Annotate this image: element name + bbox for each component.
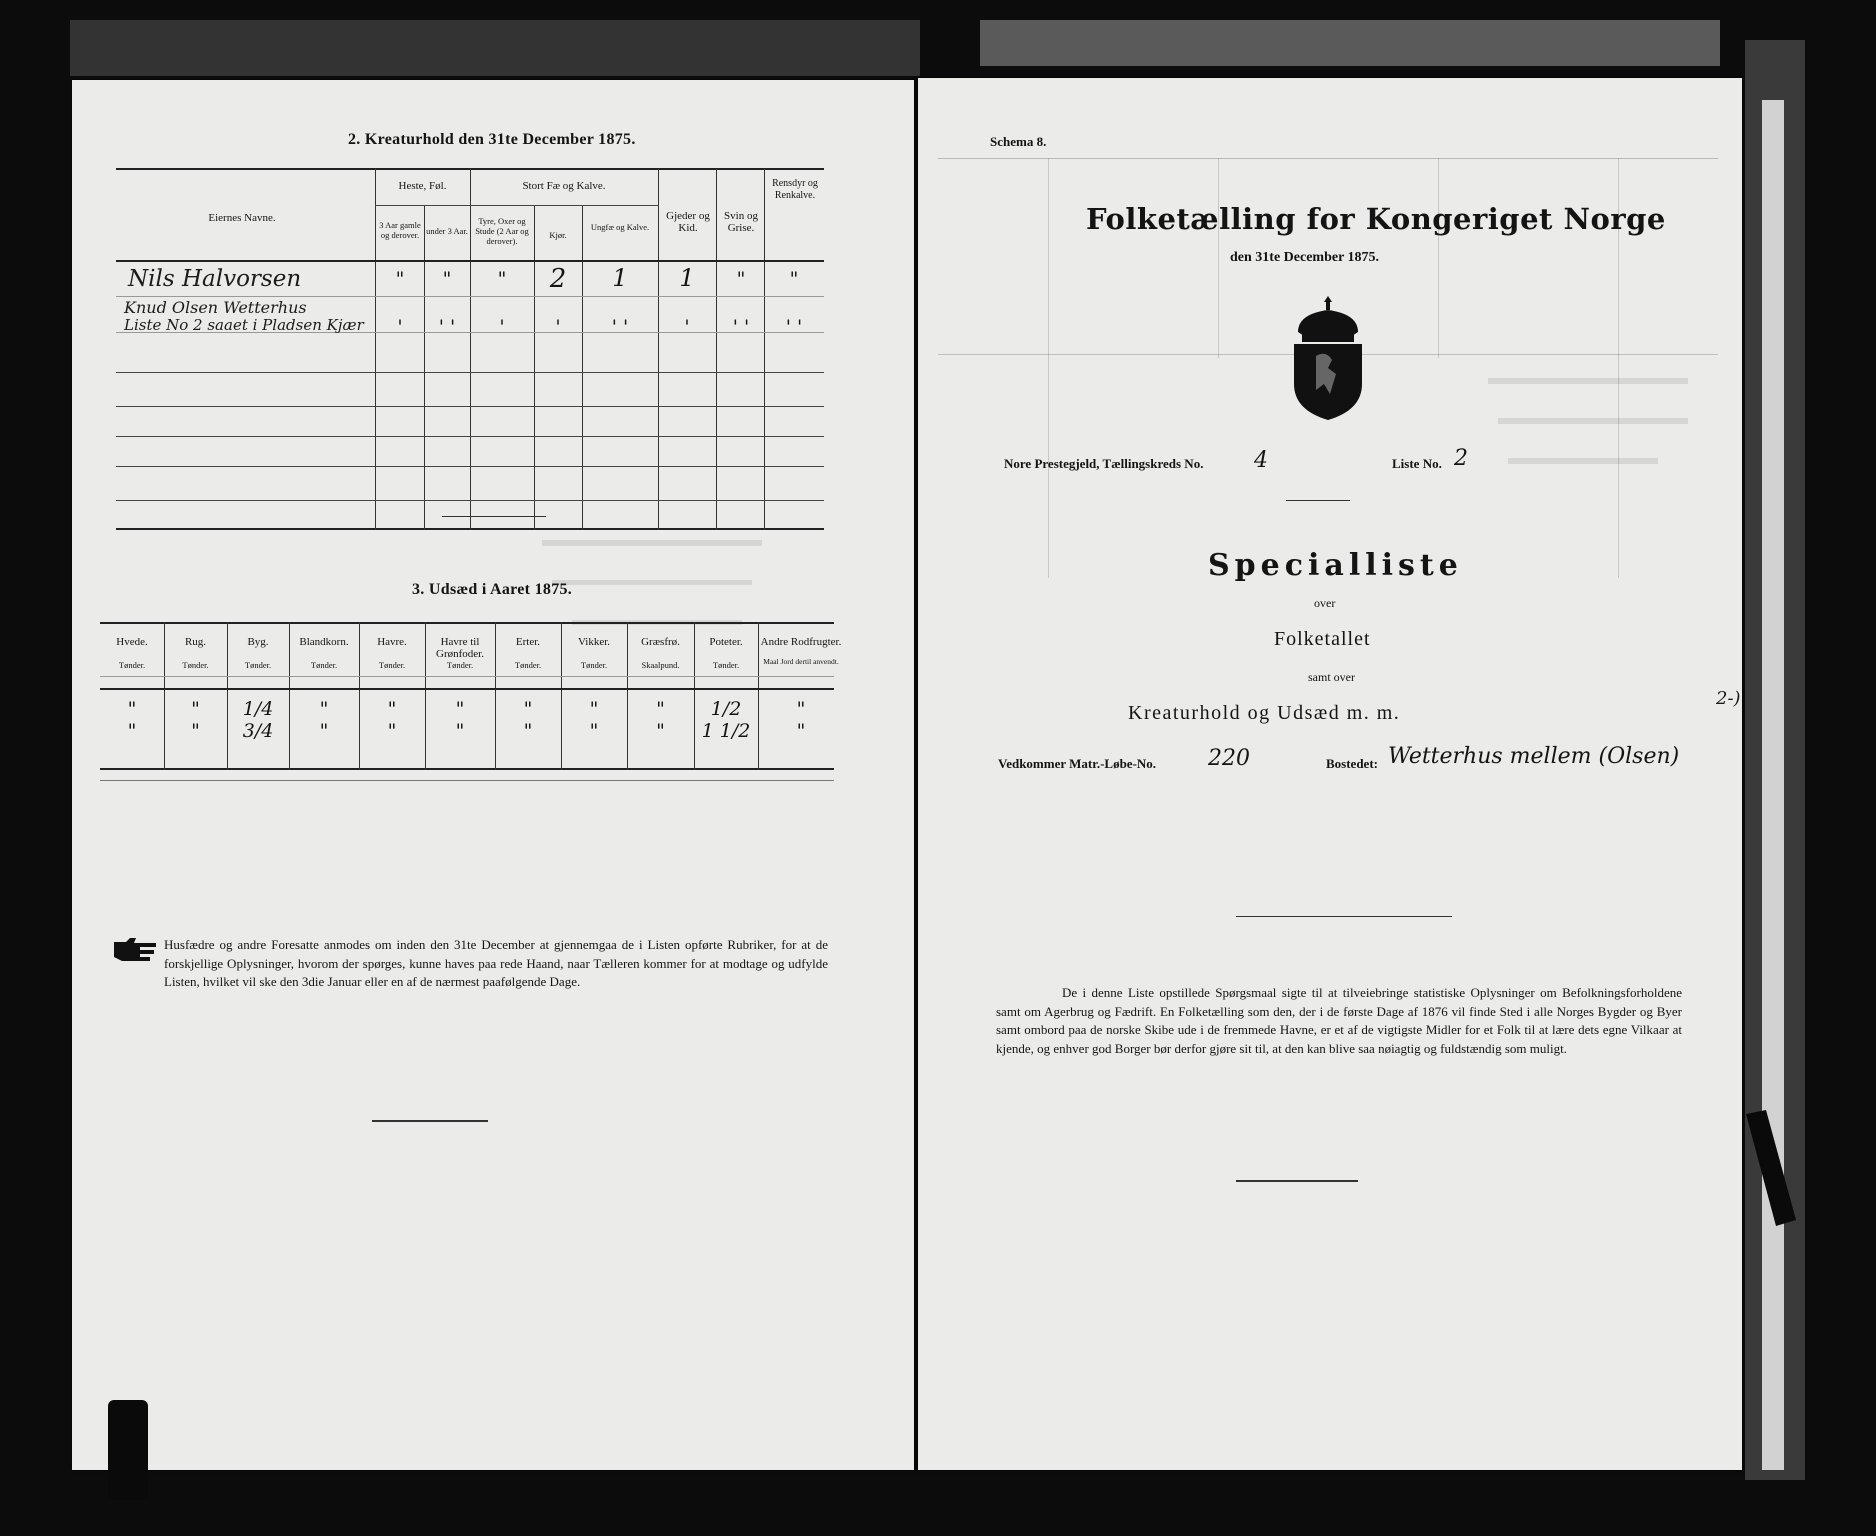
cell-r1-horses-young: " <box>442 268 452 290</box>
left-page <box>72 80 914 1470</box>
sowing-header-name: Poteter. <box>709 636 743 648</box>
owner-name-3: Liste No 2 saaet i Pladsen Kjær <box>124 316 364 334</box>
sowing-header-unit: Tønder. <box>182 660 209 670</box>
sowing-value-2: " <box>387 720 397 742</box>
header-horses-young: under 3 Aar. <box>426 226 468 236</box>
section2-title: 2. Kreaturhold den 31te December 1875. <box>348 131 636 148</box>
cell-r1-young-cattle: 1 <box>612 264 628 292</box>
sowing-value-1: 1/4 <box>242 698 274 720</box>
sowing-value-1: " <box>127 698 137 720</box>
sowing-header-name: Havre til Grønfoder. <box>436 636 484 660</box>
sowing-col-divider <box>425 622 426 770</box>
header-owner: Eiernes Navne. <box>208 212 276 224</box>
header-goats: Gjeder og Kid. <box>666 210 710 234</box>
cell-r3-cows: ' <box>555 316 561 338</box>
sowing-value-1: " <box>589 698 599 720</box>
scan-top-edge-right <box>980 20 1720 66</box>
sowing-header-unit: Tønder. <box>580 660 608 670</box>
cell-r3-horses-young: ' ' <box>438 316 456 338</box>
sowing-header-unit: Tønder. <box>310 660 338 670</box>
divider-1 <box>442 516 546 517</box>
sowing-header-name: Blandkorn. <box>299 636 349 648</box>
cell-r3-horses-old: ' <box>397 316 403 338</box>
sowing-value-1: " <box>656 698 665 720</box>
pointing-hand-icon <box>112 936 158 962</box>
list-value: 2 <box>1454 446 1468 471</box>
scan-top-edge-left <box>70 20 920 76</box>
sowing-col-divider <box>164 622 165 770</box>
sowing-header-name: Vikker. <box>577 636 611 648</box>
sowing-value-2: " <box>523 720 533 742</box>
header-pigs-label: Svin og Grise. <box>724 210 758 234</box>
schema-label: Schema 8. <box>990 134 1047 149</box>
cell-r1-goats: " <box>736 268 746 290</box>
sowing-value-1: " <box>387 698 397 720</box>
cell-r1-sheep: 1 <box>679 264 695 292</box>
sowing-col-divider <box>694 622 695 770</box>
cell-r3-young-cattle: ' ' <box>611 316 629 338</box>
right-page <box>918 78 1742 1470</box>
divider-r1 <box>1286 500 1350 501</box>
sowing-header-unit: Tønder. <box>446 660 474 670</box>
header-cattle: Stort Fæ og Kalve. <box>522 180 606 192</box>
sowing-value-2: " <box>656 720 665 742</box>
list-label: Liste No. <box>1392 456 1442 471</box>
cell-r3-pigs: ' ' <box>785 316 803 338</box>
text-kreatur: Kreaturhold og Udsæd m. m. <box>1128 702 1401 724</box>
sowing-col-divider <box>495 622 496 770</box>
sowing-col-divider <box>289 622 290 770</box>
sowing-value-2: " <box>191 720 200 742</box>
sowing-value-1: 1/2 <box>710 698 742 720</box>
header-young-cattle: Ungfæ og Kalve. <box>590 222 650 232</box>
header-bulls: Tyre, Oxer og Stude (2 Aar og derover). <box>475 216 529 246</box>
sowing-value-2: 1 1/2 <box>701 720 751 742</box>
sowing-header-name: Erter. <box>515 636 541 648</box>
cell-r1-pigs: " <box>789 268 799 290</box>
sowing-value-1: " <box>191 698 200 720</box>
cell-r3-goats: ' ' <box>732 316 750 338</box>
sowing-value-2: " <box>455 720 465 742</box>
sowing-header-unit: Maal Jord dertil anvendt. <box>763 657 839 666</box>
sowing-value-2: " <box>589 720 599 742</box>
sowing-value-2: " <box>796 720 806 742</box>
owner-name-1: Nils Halvorsen <box>128 266 302 292</box>
cell-r3-sheep: ' <box>684 316 690 338</box>
header-reindeer: Rensdyr og Renkalve. <box>772 178 818 201</box>
main-date: den 31te December 1875. <box>1230 250 1380 265</box>
text-folketallet: Folketallet <box>1274 628 1371 650</box>
scan-right-sheet <box>1762 100 1784 1470</box>
header-cows: Kjør. <box>549 230 567 240</box>
cell-r1-horses-old: " <box>395 268 405 290</box>
sowing-header-name: Andre Rodfrugter. <box>760 636 842 648</box>
sowing-col-divider <box>758 622 759 770</box>
sowing-value-1: " <box>319 698 329 720</box>
sowing-value-2: 3/4 <box>242 720 274 742</box>
edge-mark: 2-) <box>1716 688 1741 709</box>
special-title: Specialliste <box>1208 548 1463 583</box>
header-horses-old: 3 Aar gamle og derover. <box>379 220 421 240</box>
sowing-value-2: " <box>319 720 329 742</box>
clip-mark-left <box>108 1400 148 1500</box>
bosted-label: Bostedet: <box>1326 756 1378 771</box>
text-samt-over: samt over <box>1308 670 1355 684</box>
sowing-col-divider <box>561 622 562 770</box>
sowing-value-1: " <box>455 698 465 720</box>
matr-label: Vedkommer Matr.-Løbe-No. <box>998 756 1157 771</box>
sowing-value-1: " <box>796 698 806 720</box>
sowing-header-unit: Skaalpund. <box>641 660 680 670</box>
sowing-header-name: Hvede. <box>116 636 148 648</box>
intro-paragraph: De i denne Liste opstillede Spørgsmaal sigte til at tilveiebringe statistiske Oplysninger om Befolkningsforholdene samt om Agerbrug og Fædrift. En Folketælling som den, der i de første Dage af 1876 vil finde Sted i alle Norges Bygder og Byer samt ombord paa de norske Skibe ude i de fremmede Havne, er et af de vigtigste Midler for et Folk til at lære dets egne Vilkaar at kjende, og enhver god Borger bør derfor gjøre sit til, at den kan blive saa nøiagtig og fuldstændig som muligt. <box>996 985 1682 1056</box>
sowing-header-name: Havre. <box>377 636 407 648</box>
sowing-header-unit: Tønder. <box>712 660 740 670</box>
sowing-header-name: Rug. <box>184 636 207 648</box>
header-horses: Heste, Føl. <box>398 180 447 192</box>
sowing-header-unit: Tønder. <box>378 660 406 670</box>
clip-mark-right <box>1740 1110 1800 1230</box>
divider-3 <box>372 1120 488 1122</box>
sowing-col-divider <box>227 622 228 770</box>
cell-r1-cows: 2 <box>549 264 567 294</box>
sowing-col-divider <box>627 622 628 770</box>
parish-value: 4 <box>1254 448 1268 473</box>
matr-value: 220 <box>1208 746 1250 771</box>
sowing-header-unit: Tønder. <box>244 660 272 670</box>
sowing-header-unit: Tønder. <box>118 660 146 670</box>
sowing-header-unit: Tønder. <box>514 660 542 670</box>
sowing-value-1: " <box>523 698 533 720</box>
sowing-header-name: Græsfrø. <box>641 636 680 648</box>
section3-title: 3. Udsæd i Aaret 1875. <box>412 581 573 598</box>
cell-r3-bulls: ' <box>499 316 505 338</box>
text-over: over <box>1314 596 1336 610</box>
main-title: Folketælling for Kongeriget Norge <box>1086 202 1666 236</box>
bosted-value: Wetterhus mellem (Olsen) <box>1388 744 1680 769</box>
cell-r1-bulls: " <box>497 268 507 290</box>
sowing-header-name: Byg. <box>247 636 269 648</box>
divider-r3 <box>1236 1180 1358 1182</box>
sowing-col-divider <box>359 622 360 770</box>
owner-name-2: Knud Olsen Wetterhus <box>124 298 307 317</box>
notice-text: Husfædre og andre Foresatte anmodes om inden den 31te December at gjennemgaa de i Listen opførte Rubriker, for at de forskjellige Oplysninger, hvorom der spørges, kunne haves paa rede Haand, naar Tælleren kommer for at modtage og udfylde Listen, hvilket vil ske den 3die Januar eller en af de nærmest paafølgende Dage. <box>164 937 828 989</box>
parish-label: Nore Prestegjeld, Tællingskreds No. <box>1004 456 1204 471</box>
coat-of-arms-icon <box>1280 294 1376 422</box>
sowing-value-2: " <box>127 720 137 742</box>
divider-r2 <box>1236 916 1452 917</box>
divider-2 <box>100 780 834 781</box>
